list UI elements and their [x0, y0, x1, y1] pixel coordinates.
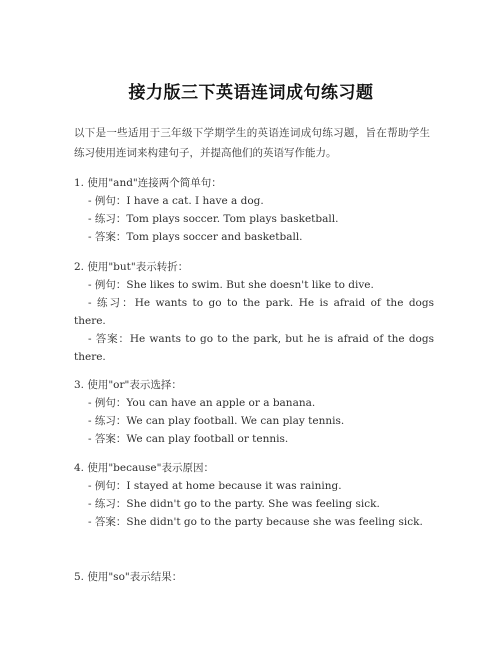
practice-line: - 练习：Tom plays soccer. Tom plays basketball. — [88, 213, 339, 225]
section-heading: 2. 使用"but"表示转折： — [74, 261, 189, 273]
practice-line: - 练习：He wants to go to the park. He is afraid of the dogs there. — [74, 297, 434, 327]
answer-line: - 答案：Tom plays soccer and basketball. — [88, 231, 303, 243]
practice-line: - 练习：She didn't go to the party. She was feeling sick. — [88, 498, 380, 510]
answer-line: - 答案：We can play football or tennis. — [88, 433, 289, 445]
section-heading: 4. 使用"because"表示原因： — [74, 462, 214, 474]
example-line: - 例句：I have a cat. I have a dog. — [88, 195, 264, 207]
example-line: - 例句：She likes to swim. But she doesn't like to dive. — [88, 279, 374, 291]
answer-line: - 答案：He wants to go to the park, but he is afraid of the dogs there. — [74, 333, 434, 363]
section-heading: 5. 使用"so"表示结果： — [74, 571, 183, 583]
example-line: - 例句：You can have an apple or a banana. — [88, 397, 316, 409]
page-title: 接力版三下英语连词成句练习题 — [128, 83, 374, 103]
section-and — [74, 174, 434, 246]
section-so — [74, 568, 434, 586]
section-heading: 3. 使用"or"表示选择： — [74, 379, 182, 391]
example-line: - 例句：I stayed at home because it was raining. — [88, 480, 342, 492]
section-or — [74, 376, 434, 448]
practice-line: - 练习：We can play football. We can play tennis. — [88, 415, 345, 427]
section-because — [74, 459, 434, 531]
intro-paragraph: 以下是一些适用于三年级下学期学生的英语连词成句练习题，旨在帮助学生练习使用连词来构建句子，并提高他们的英语写作能力。 — [74, 127, 430, 159]
section-heading: 1. 使用"and"连接两个简单句： — [74, 177, 222, 189]
section-but — [74, 258, 434, 366]
answer-line: - 答案：She didn't go to the party because she was feeling sick. — [88, 516, 423, 528]
